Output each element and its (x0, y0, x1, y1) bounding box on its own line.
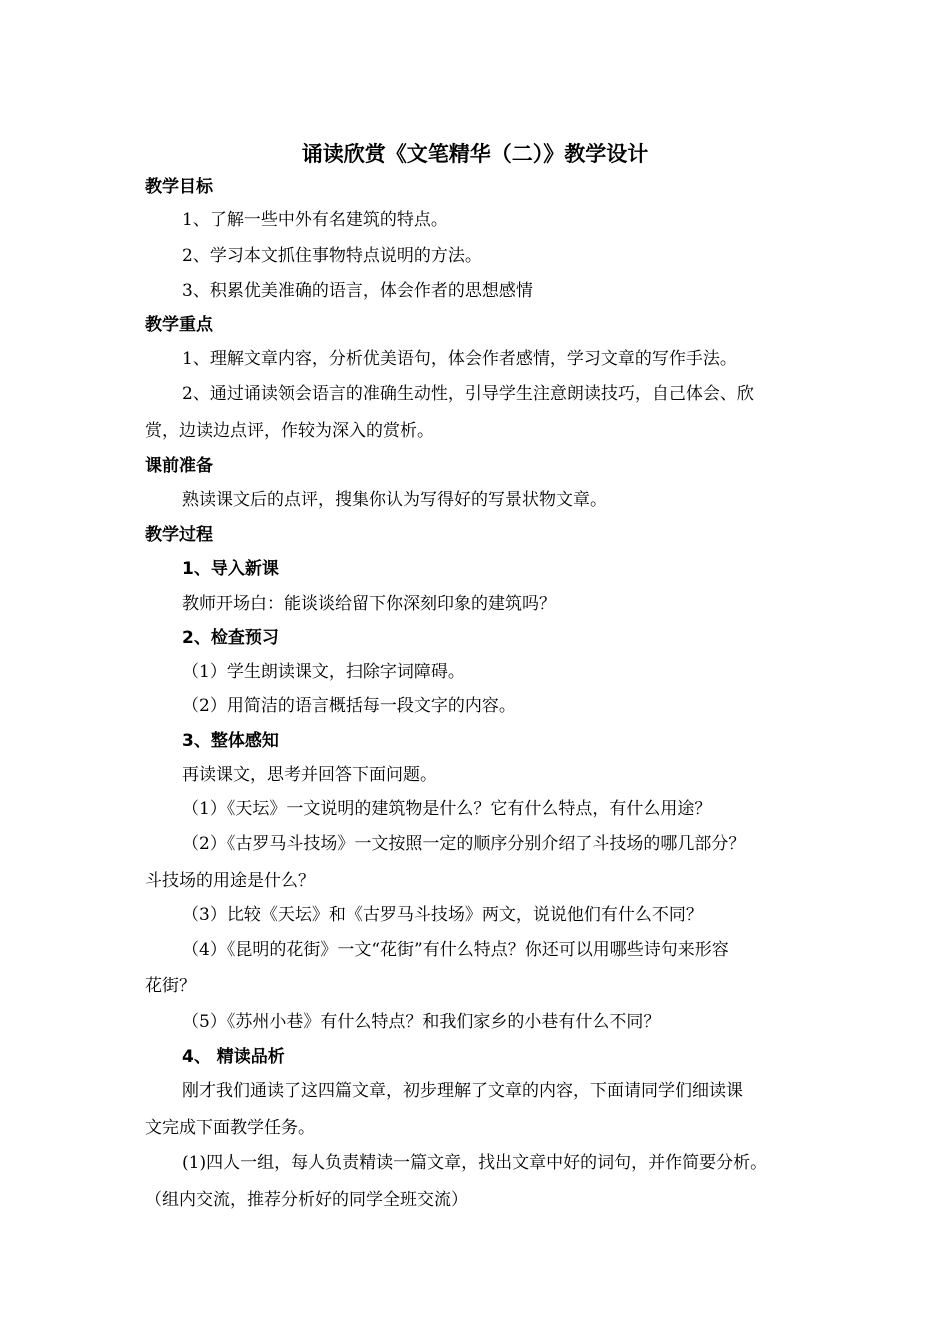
step-text: 再读课文，思考并回答下面问题。 (182, 765, 437, 785)
step-item: （2）用简洁的语言概括每一段文字的内容。 (182, 696, 516, 716)
question-item: （1）《天坛》一文说明的建筑物是什么？它有什么特点，有什么用途？ (182, 799, 712, 819)
question-item: （5）《苏州小巷》有什么特点？和我们家乡的小巷有什么不同？ (182, 1012, 661, 1032)
goal-item: 2、学习本文抓住事物特点说明的方法。 (182, 246, 482, 266)
task-item: (1)四人一组，每人负责精读一篇文章，找出文章中好的词句，并作简要分析。 (182, 1153, 768, 1173)
question-item: （2）《古罗马斗技场》一文按照一定的顺序分别介绍了斗技场的哪几部分？ (182, 834, 746, 854)
question-item-continued: 斗技场的用途是什么？ (145, 871, 315, 891)
prep-text: 熟读课文后的点评，搜集你认为写得好的写景状物文章。 (182, 490, 607, 510)
step-item: （1）学生朗读课文，扫除字词障碍。 (182, 662, 465, 682)
step-heading: 2、检查预习 (182, 628, 279, 648)
goal-item: 3、积累优美准确的语言，体会作者的思想感情 (182, 281, 533, 301)
step-text: 刚才我们通读了这四篇文章，初步理解了文章的内容，下面请同学们细读课 (182, 1081, 743, 1101)
question-item: （4）《昆明的花街》一文“花街”有什么特点？你还可以用哪些诗句来形容 (182, 940, 729, 960)
section-heading-focus: 教学重点 (145, 315, 213, 335)
section-heading-goals: 教学目标 (145, 177, 213, 197)
step-text: 教师开场白：能谈谈给留下你深刻印象的建筑吗？ (182, 594, 556, 614)
focus-item-continued: 赏，边读边点评，作较为深入的赏析。 (145, 421, 434, 441)
question-item-continued: 花街？ (145, 976, 196, 996)
step-heading: 3、整体感知 (182, 731, 279, 751)
step-heading: 4、 精读品析 (182, 1047, 285, 1067)
question-item: （3）比较《天坛》和《古罗马斗技场》两文，说说他们有什么不同？ (182, 905, 703, 925)
step-heading: 1、导入新课 (182, 559, 279, 579)
section-heading-prep: 课前准备 (145, 456, 213, 476)
focus-item: 1、理解文章内容，分析优美语句，体会作者感情，学习文章的写作手法。 (182, 349, 737, 369)
section-heading-process: 教学过程 (145, 525, 213, 545)
goal-item: 1、了解一些中外有名建筑的特点。 (182, 210, 448, 230)
document-title: 诵读欣赏《文笔精华（二）》教学设计 (301, 142, 649, 166)
task-item-continued: （组内交流，推荐分析好的同学全班交流） (145, 1190, 468, 1210)
step-text-continued: 文完成下面教学任务。 (145, 1118, 315, 1138)
focus-item: 2、通过诵读领会语言的准确生动性，引导学生注意朗读技巧，自己体会、欣 (182, 384, 754, 404)
